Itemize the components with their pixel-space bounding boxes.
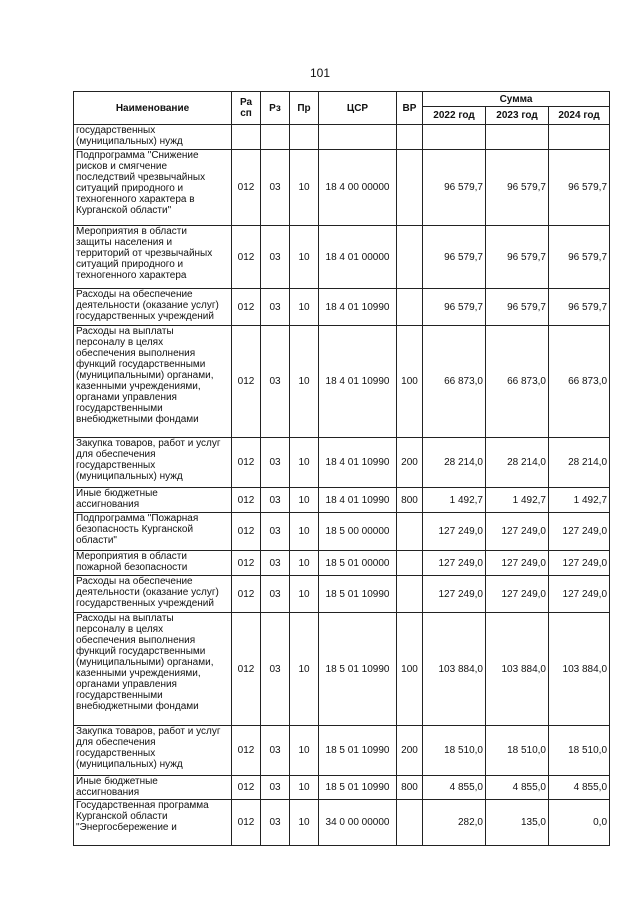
table-row (74, 576, 610, 613)
row-rz: 03 (261, 551, 290, 576)
row-rasp: 012 (232, 513, 261, 551)
row-pr: 10 (290, 289, 319, 326)
row-vr (397, 513, 423, 551)
row-name: Расходы на обеспечение деятельности (оказание услуг) государственных учреждений (74, 576, 232, 613)
header-year-2024: 2024 год (549, 107, 610, 125)
row-amount-2023: 28 214,0 (486, 438, 549, 488)
row-csr: 18 4 01 10990 (319, 438, 397, 488)
row-amount-2023: 127 249,0 (486, 551, 549, 576)
row-name: Иные бюджетные ассигнования (74, 776, 232, 800)
row-vr (397, 125, 423, 150)
table-row (74, 326, 610, 438)
header-pr: Пр (290, 92, 319, 125)
row-amount-2024: 127 249,0 (549, 576, 610, 613)
table-row (74, 150, 610, 226)
header-row-top (74, 92, 610, 107)
row-amount-2022: 96 579,7 (423, 150, 486, 226)
row-csr: 18 5 01 10990 (319, 613, 397, 726)
row-pr (290, 125, 319, 150)
header-rasp: Ра сп (232, 92, 261, 125)
row-amount-2024: 96 579,7 (549, 226, 610, 289)
header-csr: ЦСР (319, 92, 397, 125)
row-amount-2024: 28 214,0 (549, 438, 610, 488)
row-amount-2022: 18 510,0 (423, 726, 486, 776)
row-csr: 18 5 01 10990 (319, 776, 397, 800)
row-csr: 18 5 01 00000 (319, 551, 397, 576)
row-vr: 100 (397, 326, 423, 438)
row-amount-2024: 96 579,7 (549, 150, 610, 226)
row-rz (261, 125, 290, 150)
row-csr: 18 4 01 00000 (319, 226, 397, 289)
row-csr: 18 4 00 00000 (319, 150, 397, 226)
row-name: Закупка товаров, работ и услуг для обеспечения государственных (муниципальных) нужд (74, 438, 232, 488)
row-amount-2023: 135,0 (486, 800, 549, 846)
row-pr: 10 (290, 438, 319, 488)
table-row (74, 513, 610, 551)
row-rasp (232, 125, 261, 150)
row-csr: 18 4 01 10990 (319, 326, 397, 438)
row-name: Государственная программа Курганской области "Энергосбережение и (74, 800, 232, 846)
row-rz: 03 (261, 800, 290, 846)
header-year-2022: 2022 год (423, 107, 486, 125)
row-amount-2024: 103 884,0 (549, 613, 610, 726)
row-csr: 18 5 01 10990 (319, 576, 397, 613)
row-rz: 03 (261, 226, 290, 289)
row-amount-2024: 1 492,7 (549, 488, 610, 513)
row-rasp: 012 (232, 776, 261, 800)
row-rz: 03 (261, 488, 290, 513)
row-amount-2023: 103 884,0 (486, 613, 549, 726)
row-amount-2022: 127 249,0 (423, 513, 486, 551)
row-amount-2024 (549, 125, 610, 150)
row-amount-2023: 127 249,0 (486, 576, 549, 613)
row-amount-2022: 66 873,0 (423, 326, 486, 438)
row-rasp: 012 (232, 326, 261, 438)
header-vr: ВР (397, 92, 423, 125)
table-row (74, 551, 610, 576)
row-amount-2024: 0,0 (549, 800, 610, 846)
row-rasp: 012 (232, 726, 261, 776)
row-amount-2022 (423, 125, 486, 150)
row-vr (397, 226, 423, 289)
row-csr (319, 125, 397, 150)
row-rz: 03 (261, 326, 290, 438)
row-vr: 200 (397, 726, 423, 776)
row-rz: 03 (261, 576, 290, 613)
row-rz: 03 (261, 776, 290, 800)
row-amount-2022: 127 249,0 (423, 576, 486, 613)
row-rz: 03 (261, 613, 290, 726)
row-vr (397, 150, 423, 226)
row-name: Закупка товаров, работ и услуг для обеспечения государственных (муниципальных) нужд (74, 726, 232, 776)
row-pr: 10 (290, 551, 319, 576)
table-row (74, 800, 610, 846)
row-pr: 10 (290, 776, 319, 800)
row-amount-2024: 18 510,0 (549, 726, 610, 776)
row-pr: 10 (290, 326, 319, 438)
row-amount-2023: 66 873,0 (486, 326, 549, 438)
row-rasp: 012 (232, 551, 261, 576)
row-amount-2022: 282,0 (423, 800, 486, 846)
row-amount-2024: 66 873,0 (549, 326, 610, 438)
row-amount-2022: 103 884,0 (423, 613, 486, 726)
row-amount-2023: 96 579,7 (486, 150, 549, 226)
row-name: Подпрограмма "Снижение рисков и смягчение последствий чрезвычайных ситуаций природного и техногенного характера в Курганской области" (74, 150, 232, 226)
row-name: государственных (муниципальных) нужд (74, 125, 232, 150)
row-rz: 03 (261, 513, 290, 551)
row-pr: 10 (290, 576, 319, 613)
row-rasp: 012 (232, 438, 261, 488)
budget-table (73, 91, 610, 846)
row-pr: 10 (290, 226, 319, 289)
row-amount-2023: 18 510,0 (486, 726, 549, 776)
table-row (74, 125, 610, 150)
row-pr: 10 (290, 800, 319, 846)
row-rasp: 012 (232, 226, 261, 289)
row-rasp: 012 (232, 613, 261, 726)
table-row (74, 226, 610, 289)
table-row (74, 488, 610, 513)
row-name: Мероприятия в области пожарной безопасности (74, 551, 232, 576)
row-csr: 18 4 01 10990 (319, 289, 397, 326)
row-rz: 03 (261, 438, 290, 488)
row-name: Иные бюджетные ассигнования (74, 488, 232, 513)
row-amount-2023 (486, 125, 549, 150)
page-number: 101 (309, 66, 331, 80)
row-csr: 18 5 01 10990 (319, 726, 397, 776)
table-row (74, 776, 610, 800)
table-row (74, 289, 610, 326)
row-rasp: 012 (232, 800, 261, 846)
row-rz: 03 (261, 150, 290, 226)
header-rz: Рз (261, 92, 290, 125)
row-name: Мероприятия в области защиты населения и территорий от чрезвычайных ситуаций природного и техногенного характера (74, 226, 232, 289)
row-name: Расходы на обеспечение деятельности (оказание услуг) государственных учреждений (74, 289, 232, 326)
table-row (74, 438, 610, 488)
row-rasp: 012 (232, 289, 261, 326)
row-amount-2023: 127 249,0 (486, 513, 549, 551)
row-rasp: 012 (232, 576, 261, 613)
row-csr: 34 0 00 00000 (319, 800, 397, 846)
row-amount-2023: 96 579,7 (486, 226, 549, 289)
row-pr: 10 (290, 726, 319, 776)
row-vr: 800 (397, 488, 423, 513)
row-pr: 10 (290, 613, 319, 726)
header-name: Наименование (74, 92, 232, 125)
row-vr (397, 576, 423, 613)
row-amount-2022: 127 249,0 (423, 551, 486, 576)
row-pr: 10 (290, 488, 319, 513)
row-vr: 100 (397, 613, 423, 726)
row-amount-2024: 96 579,7 (549, 289, 610, 326)
header-sum: Сумма (423, 92, 610, 107)
row-amount-2023: 4 855,0 (486, 776, 549, 800)
row-amount-2024: 127 249,0 (549, 551, 610, 576)
row-pr: 10 (290, 150, 319, 226)
row-amount-2022: 1 492,7 (423, 488, 486, 513)
row-amount-2023: 1 492,7 (486, 488, 549, 513)
row-csr: 18 5 00 00000 (319, 513, 397, 551)
row-name: Расходы на выплаты персоналу в целях обеспечения выполнения функций государственными (муниципальными) органами, казенными учреждениями, органами управления государственными внебюджетными фондами (74, 613, 232, 726)
row-vr (397, 289, 423, 326)
row-pr: 10 (290, 513, 319, 551)
row-amount-2022: 4 855,0 (423, 776, 486, 800)
row-rasp: 012 (232, 488, 261, 513)
row-vr (397, 800, 423, 846)
row-amount-2022: 28 214,0 (423, 438, 486, 488)
budget-body (74, 125, 610, 846)
row-amount-2022: 96 579,7 (423, 289, 486, 326)
row-amount-2022: 96 579,7 (423, 226, 486, 289)
row-amount-2024: 127 249,0 (549, 513, 610, 551)
row-name: Подпрограмма "Пожарная безопасность Курганской области" (74, 513, 232, 551)
table-row (74, 613, 610, 726)
row-vr: 200 (397, 438, 423, 488)
table-row (74, 726, 610, 776)
row-csr: 18 4 01 10990 (319, 488, 397, 513)
row-vr (397, 551, 423, 576)
row-rasp: 012 (232, 150, 261, 226)
header-year-2023: 2023 год (486, 107, 549, 125)
row-amount-2024: 4 855,0 (549, 776, 610, 800)
row-name: Расходы на выплаты персоналу в целях обеспечения выполнения функций государственными (муниципальными) органами, казенными учреждениями, органами управления государственными внебюджетными фондами (74, 326, 232, 438)
row-amount-2023: 96 579,7 (486, 289, 549, 326)
row-rz: 03 (261, 726, 290, 776)
row-rz: 03 (261, 289, 290, 326)
row-vr: 800 (397, 776, 423, 800)
